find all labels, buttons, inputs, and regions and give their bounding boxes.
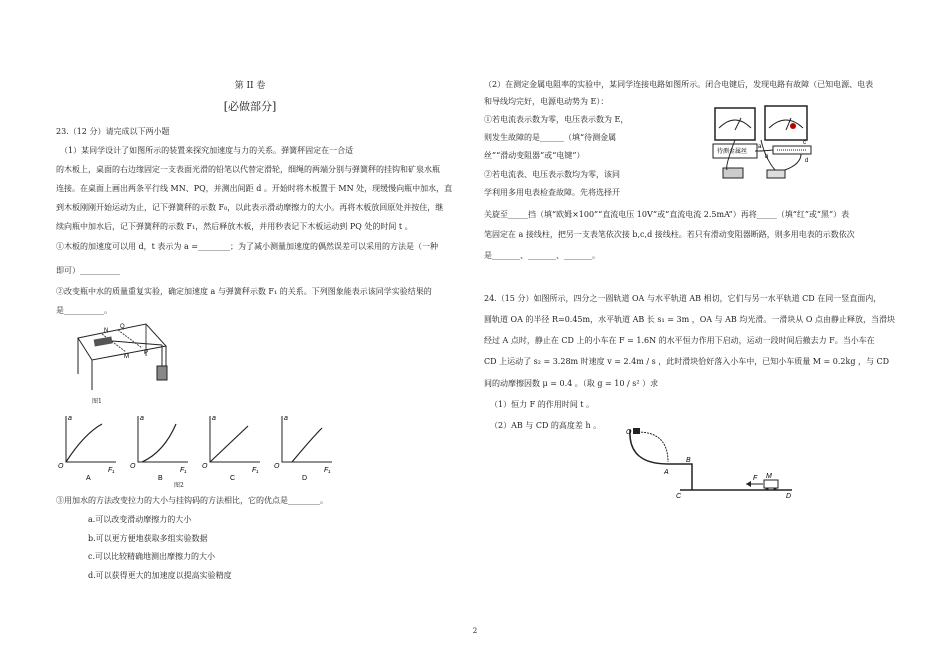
graph-x-label: F₁ bbox=[324, 467, 331, 474]
graph-curve bbox=[292, 428, 322, 462]
graph-curve bbox=[66, 424, 102, 462]
graph-A bbox=[56, 412, 126, 482]
track-label-C: C bbox=[676, 493, 682, 500]
fig1-label-N: N bbox=[104, 328, 109, 334]
q23-paragraph-line: 到木板刚刚开始运动为止，记下弹簧秤的示数 F₀，以此表示滑动摩擦力的大小。再将木板放回原处并按住，继 bbox=[56, 203, 444, 212]
fig1-label-P: P bbox=[144, 350, 149, 356]
q24-line: 圆轨道 OA 的半径 R=0.45m，水平轨道 AB 长 s₁ = 3m ，OA 与 AB 均光滑。一滑块从 O 点由静止释放，当滑块 bbox=[484, 315, 895, 324]
q23-paragraph-line: 连接。在桌面上画出两条平行线 MN、PQ，并测出间距 d 。开始时将木板置于 MN 处，现缓慢向瓶中加水，直 bbox=[56, 184, 453, 193]
q23-subquestion-1: ①木板的加速度可以用 d，t 表示为 a =________；为了减小测量加速度的偶然误差可以采用的方法是（一种 bbox=[56, 242, 438, 251]
track-figure bbox=[620, 420, 800, 500]
graph-y-label: a bbox=[68, 415, 72, 422]
q24-line: CD 上运动了 s₂ = 3.28m 时速度 v = 2.4m / s ，此时滑块恰好落入小车中，已知小车质量 M = 0.2kg ，与 CD bbox=[484, 357, 890, 366]
option-d: d.可以获得更大的加速度以提高实验精度 bbox=[88, 571, 232, 580]
q23-part2-line: 学利用多用电表检查故障。先将选择开 bbox=[484, 188, 620, 197]
graph-x-label: F₁ bbox=[252, 467, 259, 474]
page-number: 2 bbox=[472, 627, 478, 635]
option-a: a.可以改变滑动摩擦力的大小 bbox=[88, 515, 192, 524]
figure-1-apparatus bbox=[62, 318, 172, 410]
q23-part2-line: 丝”“滑动变阻器”或“电键”） bbox=[484, 151, 585, 160]
q23-part2-line: ②若电流表、电压表示数均为零，该同 bbox=[484, 170, 620, 179]
graph-x-label: F₁ bbox=[180, 467, 187, 474]
circuit-point-c: c bbox=[803, 140, 806, 146]
q24-subquestion-2: （2）AB 与 CD 的高度差 h 。 bbox=[490, 421, 602, 430]
graph-C bbox=[200, 412, 270, 482]
track-label-D: D bbox=[786, 493, 792, 500]
graph-B bbox=[128, 412, 198, 482]
q23-part2-line: 笔固定在 a 接线柱，把另一支表笔依次接 b,c,d 接线柱。若只有滑动变阻器断路，则多用电表的示数依次 bbox=[484, 230, 855, 239]
q23-heading: 23.（12 分）请完成以下两小题 bbox=[56, 127, 170, 136]
q23-subquestion-1-cont: 即可）__________ bbox=[56, 266, 120, 275]
q23-part2-line: 是_______、_______、_______。 bbox=[484, 251, 600, 260]
circuit-point-b: b bbox=[765, 154, 769, 160]
graph-origin-label: O bbox=[130, 463, 136, 470]
q23-subquestion-3: ③用加水的方法改变拉力的大小与挂钩码的方法相比，它的优点是________。 bbox=[56, 496, 328, 505]
graph-origin-label: O bbox=[58, 463, 64, 470]
graph-y-label: a bbox=[284, 415, 288, 422]
q23-paragraph-line: 的木板上，桌面的右边缘固定一支表面光滑的铅笔以代替定滑轮，细绳的两端分别与弹簧秤的挂钩和矿泉水瓶 bbox=[56, 165, 440, 174]
graph-y-label: a bbox=[140, 415, 144, 422]
q23-part2-line: 和导线均完好，电源电动势为 E）： bbox=[484, 97, 609, 106]
graph-D bbox=[272, 412, 342, 482]
graph-curve bbox=[142, 424, 176, 462]
graph-axes bbox=[138, 416, 188, 462]
graph-name-label: A bbox=[86, 475, 91, 482]
fig1-label-M: M bbox=[124, 354, 129, 360]
q24-line: 经过 A 点时，静止在 CD 上的小车在 F = 1.6N 的水平恒力作用下启动，运动一段时间后撤去力 F。当小车在 bbox=[484, 336, 875, 345]
graph-axes bbox=[282, 416, 332, 462]
graph-name-label: C bbox=[230, 475, 236, 482]
fig1-label-Q: Q bbox=[120, 324, 125, 330]
q23-part2-line: ①若电流表示数为零，电压表示数为 E， bbox=[484, 115, 629, 124]
option-b: b.可以更方便地获取多组实验数据 bbox=[88, 534, 208, 543]
track-label-B: B bbox=[686, 457, 691, 464]
q23-subquestion-2-cont: 是__________。 bbox=[56, 306, 112, 315]
q24-subquestion-1: （1）恒力 F 的作用时间 t 。 bbox=[490, 400, 595, 409]
section-title: 第 II 卷 bbox=[234, 81, 266, 91]
track-label-F: F bbox=[753, 475, 758, 482]
track-label-O: O bbox=[626, 429, 632, 436]
graph-name-label: D bbox=[302, 475, 308, 482]
figure-1-caption: 图1 bbox=[92, 398, 102, 405]
q23-subquestion-2: ②改变瓶中水的质量重复实验，确定加速度 a 与弹簧秤示数 F₁ 的关系。下列图象能表示该同学实验结果的 bbox=[56, 287, 432, 296]
q23-part2-line: 关旋至_____挡（填“欧姆×100”“直流电压 10V”或“直流电流 2.5mA”）再将_____（填“红”或“黑”）表 bbox=[484, 210, 850, 219]
q23-paragraph-line: 续向瓶中加水后，记下弹簧秤的示数 F₁，然后释放木板，并用秒表记下木板运动到 PQ 处的时间 t 。 bbox=[56, 222, 413, 231]
circuit-point-d: d bbox=[805, 158, 809, 164]
track-label-A: A bbox=[664, 469, 669, 476]
circuit-figure bbox=[705, 98, 817, 188]
circuit-label: 待测金属丝 bbox=[717, 149, 748, 155]
q23-part2-line: 则发生故障的是______（填“待测金属 bbox=[484, 133, 617, 142]
graph-axes bbox=[66, 416, 116, 462]
q23-part2-line: （2）在测定金属电阻率的实验中，某同学连接电路如图所示。闭合电键后，发现电路有故障（已知电源、电表 bbox=[484, 80, 874, 89]
graph-name-label: B bbox=[158, 475, 163, 482]
graph-y-label: a bbox=[212, 415, 216, 422]
section-subtitle: [必做部分] bbox=[223, 100, 277, 113]
graph-origin-label: O bbox=[202, 463, 208, 470]
q24-line: 24.（15 分）如图所示，四分之一圆轨道 OA 与水平轨道 AB 相切，它们与另一水平轨道 CD 在同一竖直面内， bbox=[484, 294, 882, 303]
option-c: c.可以比较精确地测出摩擦力的大小 bbox=[88, 552, 216, 561]
circuit-point-a: a bbox=[758, 144, 762, 150]
q24-line: 间的动摩擦因数 μ = 0.4 。（取 g = 10 / s² ）求 bbox=[484, 379, 659, 388]
q23-paragraph-line: （1）某同学设计了如图所示的装置来探究加速度与力的关系。弹簧秤固定在一合适 bbox=[60, 146, 354, 155]
track-label-M: M bbox=[766, 473, 772, 480]
figure-2-caption: 图2 bbox=[174, 482, 184, 489]
figure-2-graphs bbox=[56, 412, 356, 482]
graph-x-label: F₁ bbox=[108, 467, 115, 474]
graph-origin-label: O bbox=[274, 463, 280, 470]
graph-curve bbox=[210, 426, 248, 462]
